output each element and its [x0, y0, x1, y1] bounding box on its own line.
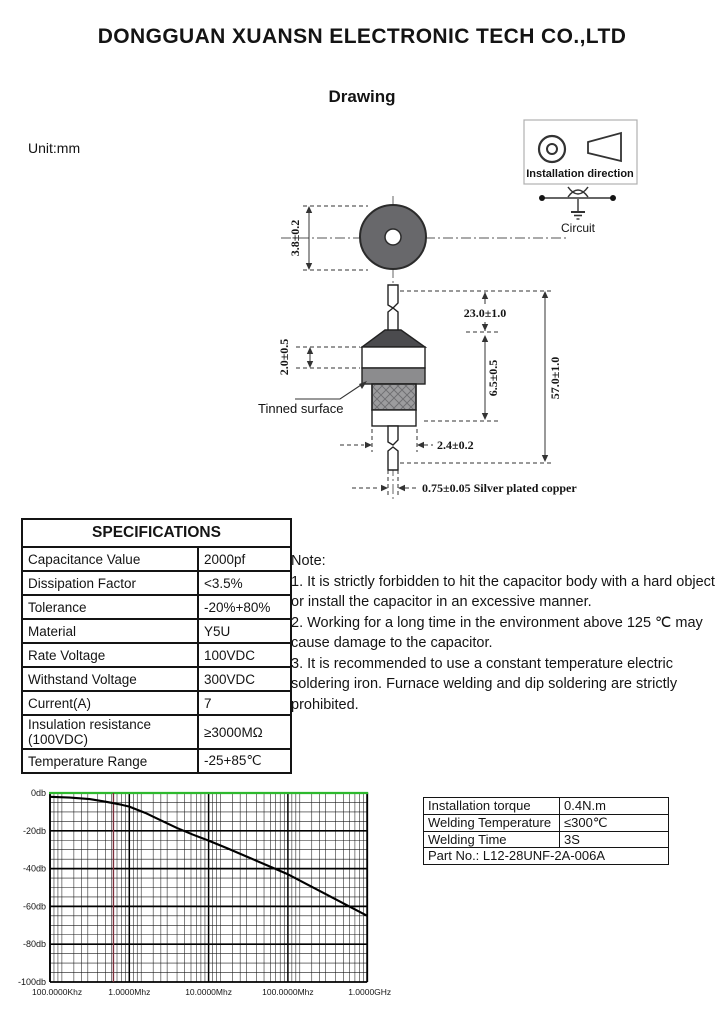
- dim-total-length-label: 57.0±1.0: [548, 356, 562, 400]
- lead-bottom-segment2: [388, 447, 398, 470]
- spec-row-label: Insulation resistance (100VDC): [22, 715, 198, 749]
- x-axis-tick: 1.0000GHz: [348, 987, 392, 997]
- installation-info-table: [423, 797, 669, 865]
- body-lower: [372, 410, 416, 426]
- body-upper: [362, 347, 425, 368]
- table-row: [22, 643, 291, 667]
- specifications-table: [21, 518, 292, 774]
- table-row: [22, 749, 291, 773]
- x-axis-tick: 1.0000Mhz: [108, 987, 151, 997]
- insertion-loss-chart: [18, 782, 408, 1012]
- table-row: [424, 848, 669, 865]
- spec-row-label: Temperature Range: [22, 749, 198, 773]
- spec-row-label: Tolerance: [22, 595, 198, 619]
- circuit-symbol: [539, 187, 616, 235]
- dimension-thread-diameter: [340, 429, 474, 452]
- y-axis-tick: -40db: [22, 863, 46, 874]
- y-axis-tick: -60db: [22, 901, 46, 912]
- lead-bottom-segment: [388, 426, 398, 445]
- table-row: [424, 831, 669, 848]
- body-band: [362, 368, 425, 384]
- unit-label: Unit:mm: [28, 140, 81, 156]
- spec-row-value: 7: [198, 691, 291, 715]
- lead-top-segment2: [388, 308, 398, 332]
- notes-block: [291, 551, 715, 716]
- spec-row-label: Rate Voltage: [22, 643, 198, 667]
- lead-top-segment: [388, 285, 398, 308]
- spec-row-value: 100VDC: [198, 643, 291, 667]
- part-number: Part No.: L12-28UNF-2A-006A: [424, 848, 669, 865]
- spec-row-label: Capacitance Value: [22, 547, 198, 571]
- note-item: 2. Working for a long time in the environment above 125 ℃ may cause damage to the capacitor.: [291, 614, 703, 652]
- dimension-lead-diameter: [352, 470, 577, 497]
- spec-row-value: Y5U: [198, 619, 291, 643]
- x-axis-tick: 10.0000Mhz: [185, 987, 232, 997]
- x-axis-tick: 100.0000Khz: [32, 987, 83, 997]
- table-row: [22, 571, 291, 595]
- tinned-surface-label: Tinned surface: [258, 401, 344, 416]
- y-axis-tick: -100db: [18, 977, 46, 987]
- spec-row-label: Dissipation Factor: [22, 571, 198, 595]
- table-row: [424, 814, 669, 831]
- installation-direction-label: Installation direction: [526, 168, 634, 180]
- y-axis-tick: -20db: [22, 825, 46, 836]
- company-title: DONGGUAN XUANSN ELECTRONIC TECH CO.,LTD: [97, 25, 627, 48]
- dimension-lead-top: [400, 291, 552, 332]
- spec-row-label: Current(A): [22, 691, 198, 715]
- dim-lead-top-label: 23.0±1.0: [463, 306, 507, 320]
- dimension-top-section: [277, 339, 360, 376]
- spec-row-value: -25+85℃: [198, 749, 291, 773]
- installation-direction-box: [524, 120, 637, 184]
- dim-disc-diameter-label: 3.8±0.2: [288, 219, 302, 257]
- top-view-disc: [360, 205, 426, 269]
- info-row-value: 0.4N.m: [560, 798, 669, 815]
- table-row: [22, 691, 291, 715]
- note-item: 3. It is recommended to use a constant temperature electric soldering iron. Furnace welding and dip soldering are strictly prohibited.: [291, 655, 678, 714]
- table-row: [424, 798, 669, 815]
- info-row-label: Welding Temperature: [424, 814, 560, 831]
- table-row: [22, 667, 291, 691]
- y-axis-tick: 0db: [30, 788, 46, 798]
- cap-top: [362, 330, 425, 347]
- info-row-value: 3S: [560, 831, 669, 848]
- dim-lead-diameter-label: 0.75±0.05 Silver plated copper: [422, 481, 577, 495]
- table-row: [22, 519, 291, 547]
- table-row: [22, 547, 291, 571]
- note-title: Note:: [291, 553, 326, 569]
- note-item: 1. It is strictly forbidden to hit the capacitor body with a hard object or install the capacitor in an excessive manner.: [291, 573, 715, 611]
- spec-row-value: <3.5%: [198, 571, 291, 595]
- dim-top-section-label: 2.0±0.5: [277, 338, 291, 376]
- spec-row-value: ≥3000MΩ: [198, 715, 291, 749]
- info-row-label: Welding Time: [424, 831, 560, 848]
- table-row: [22, 619, 291, 643]
- page-title: Drawing: [328, 87, 396, 106]
- spec-row-label: Withstand Voltage: [22, 667, 198, 691]
- info-row-label: Installation torque: [424, 798, 560, 815]
- y-axis-tick: -80db: [22, 939, 46, 950]
- x-axis-tick: 100.0000Mhz: [262, 987, 314, 997]
- dim-body-label: 6.5±0.5: [486, 359, 500, 397]
- dim-thread-diameter-label: 2.4±0.2: [437, 438, 474, 452]
- spec-row-value: 300VDC: [198, 667, 291, 691]
- circuit-label: Circuit: [560, 221, 596, 235]
- info-row-value: ≤300℃: [560, 814, 669, 831]
- spec-row-label: Material: [22, 619, 198, 643]
- side-view-component: [362, 285, 425, 470]
- spec-table-title: SPECIFICATIONS: [22, 519, 291, 547]
- tinned-surface-callout: [258, 381, 367, 416]
- spec-row-value: 2000pf: [198, 547, 291, 571]
- table-row: [22, 715, 291, 749]
- dimension-body: [424, 335, 500, 421]
- table-row: [22, 595, 291, 619]
- spec-row-value: -20%+80%: [198, 595, 291, 619]
